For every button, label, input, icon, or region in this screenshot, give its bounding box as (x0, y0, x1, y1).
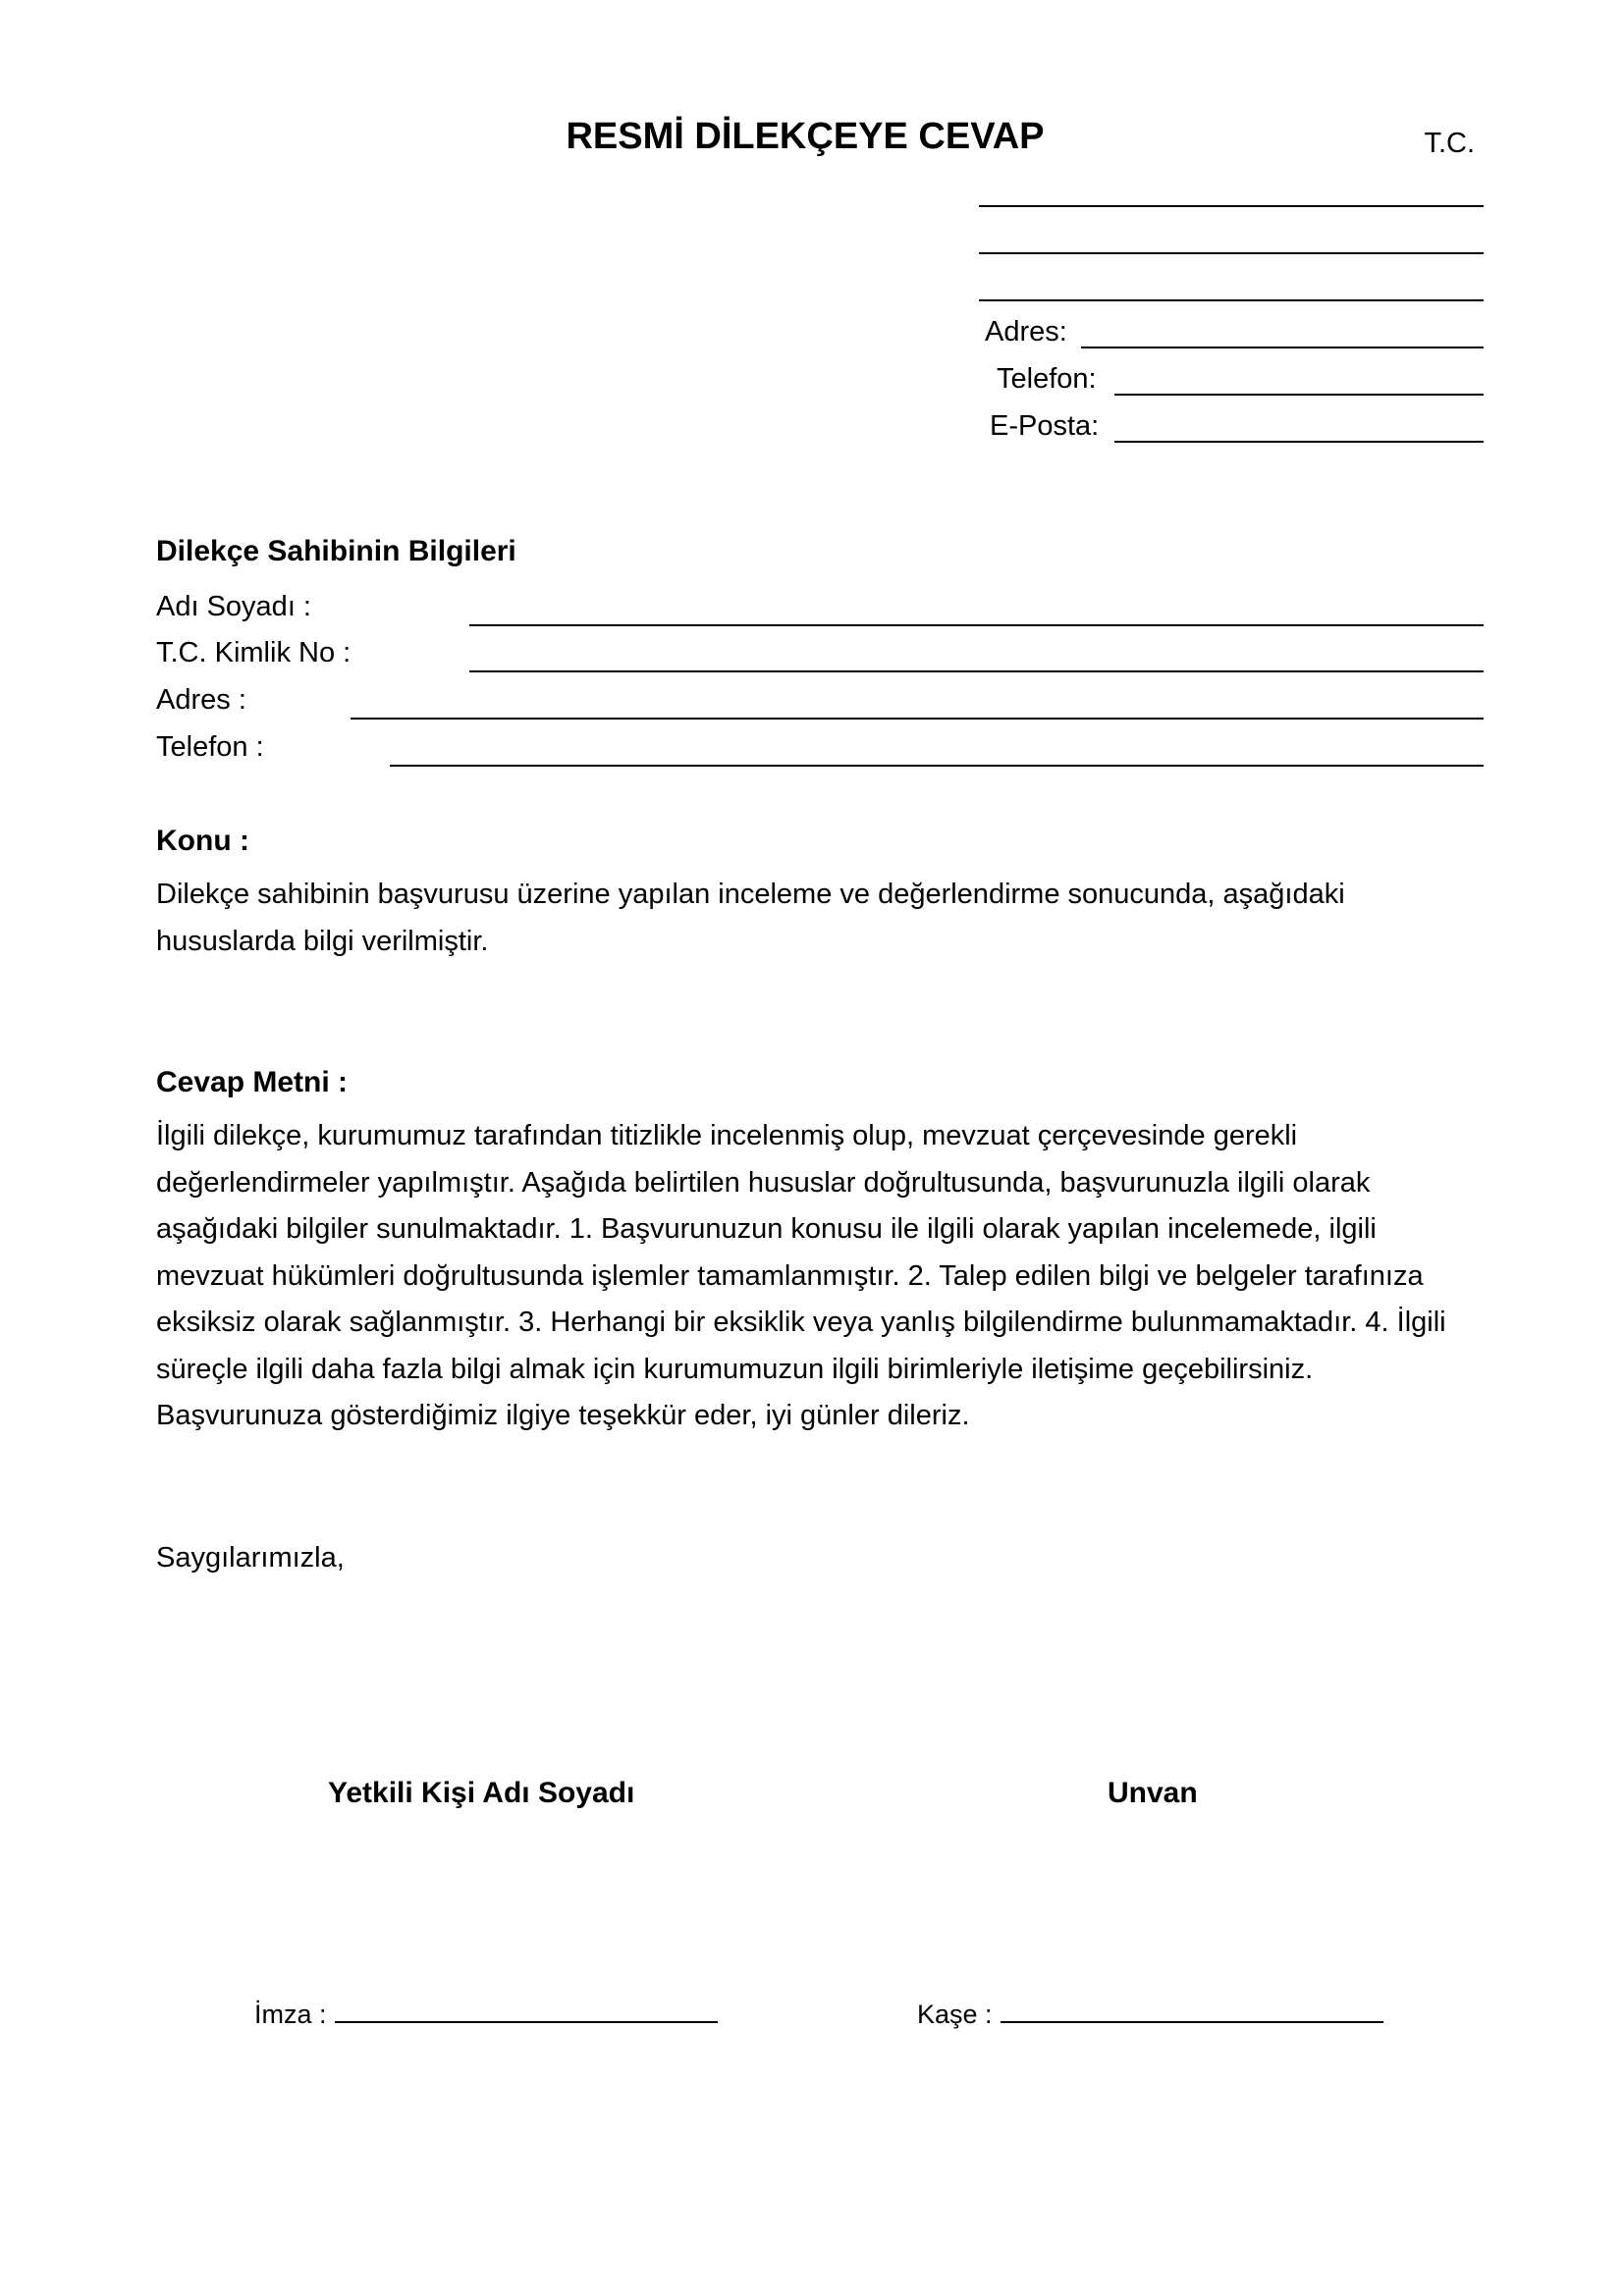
institution-address-field[interactable] (1081, 347, 1484, 348)
stamp-label: Kaşe : (917, 2000, 993, 2029)
stamp-field[interactable] (1001, 2000, 1383, 2023)
institution-email-field[interactable] (1114, 441, 1484, 443)
institution-address-label: Adres: (985, 316, 1067, 347)
institution-phone-label: Telefon: (997, 363, 1097, 395)
applicant-phone-field[interactable] (390, 765, 1484, 767)
country-code: T.C. (1424, 128, 1475, 159)
applicant-address-field[interactable] (351, 718, 1484, 720)
institution-line-1[interactable] (979, 205, 1484, 207)
institution-line-3[interactable] (979, 299, 1484, 301)
signature-label: İmza : (254, 2000, 327, 2029)
institution-line-2[interactable] (979, 252, 1484, 254)
applicant-id-field[interactable] (469, 670, 1484, 672)
applicant-id-label: T.C. Kimlik No : (156, 637, 352, 668)
signature-row (254, 2000, 718, 2030)
response-text: İlgili dilekçe, kurumumuz tarafından titizlikle incelenmiş olup, mevzuat çerçevesinde gerekli değerlendirmeler yapılmıştır. Aşağıda belirtilen hususlar doğrultusunda, başvurunuzla ilgili olarak aşağıdaki bilgiler sunulmaktadır. 1. Başvurunuzun konusu ile ilgili olarak yapılan incelemede, ilgili mevzuat hükümleri doğrultusunda işlemler tamamlanmıştır. 2. Talep edilen bilgi ve belgeler tarafınıza eksiksiz olarak sağlanmıştır. 3. Herhangi bir eksiklik veya yanlış bilgilendirme bulunmamaktadır. 4. İlgili süreçle ilgili daha fazla bilgi almak için kurumumuzun ilgili birimleriyle iletişime geçebilirsiniz. Başvurunuza gösterdiğimiz ilgiye teşekkür eder, iyi günler dileriz. (156, 1120, 1446, 1431)
stamp-row (917, 2000, 1383, 2030)
subject-heading: Konu : (156, 825, 249, 857)
title-label: Unvan (1108, 1777, 1198, 1809)
applicant-heading: Dilekçe Sahibinin Bilgileri (156, 535, 516, 567)
applicant-name-field[interactable] (469, 624, 1484, 626)
closing-text: Saygılarımızla, (156, 1542, 345, 1574)
signature-field[interactable] (335, 2000, 718, 2023)
document-title: RESMİ DİLEKÇEYE CEVAP (566, 116, 1045, 157)
applicant-phone-label: Telefon : (156, 731, 264, 763)
institution-phone-field[interactable] (1114, 394, 1484, 396)
subject-text: Dilekçe sahibinin başvurusu üzerine yapılan inceleme ve değerlendirme sonucunda, aşağıdaki hususlarda bilgi verilmiştir. (156, 879, 1345, 957)
authorized-name-label: Yetkili Kişi Adı Soyadı (328, 1777, 635, 1809)
applicant-address-label: Adres : (156, 684, 246, 716)
applicant-name-label: Adı Soyadı : (156, 591, 311, 622)
response-heading: Cevap Metni : (156, 1066, 349, 1098)
institution-email-label: E-Posta: (990, 410, 1100, 442)
